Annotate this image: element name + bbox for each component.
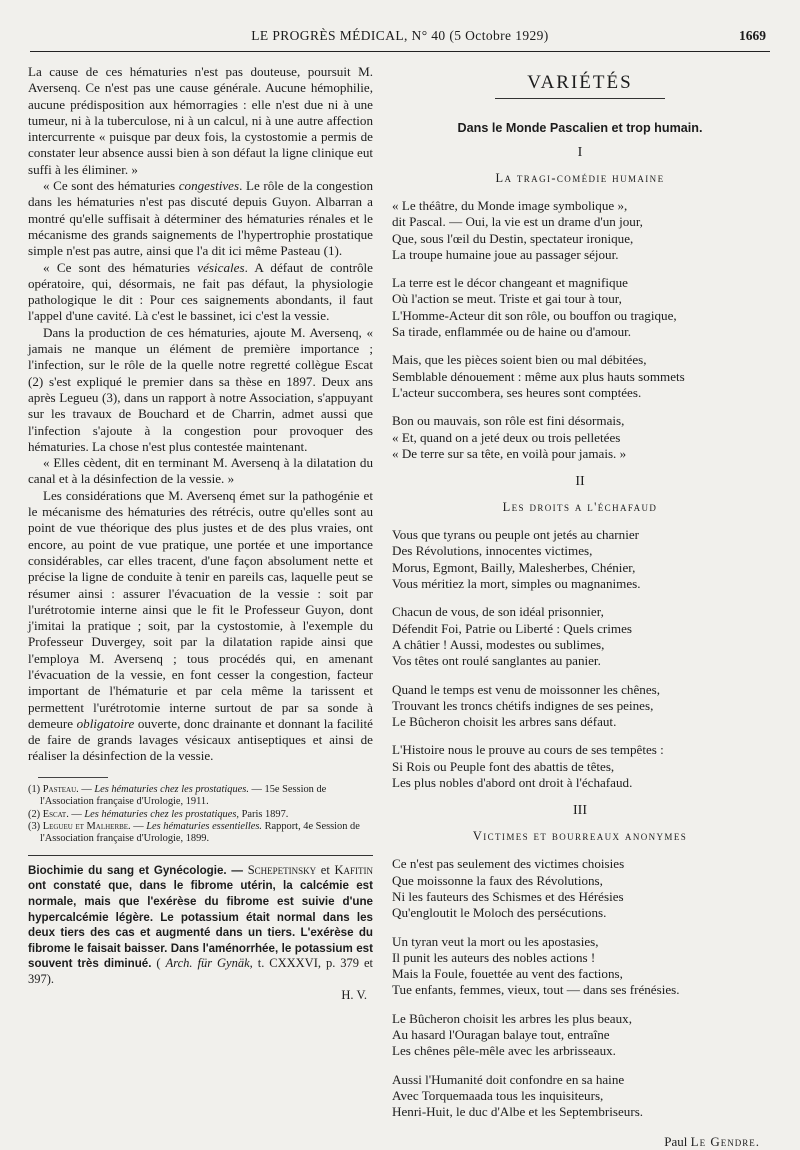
abstract-title: Biochimie du sang et Gynécologie. — xyxy=(28,863,243,877)
biochimie-abstract: Biochimie du sang et Gynécologie. — Schepetinsky et Kafitin ont constaté que, dans le fibrome utérin, la calcémie est normale, mais que l'exérèse du fibrome est suivie d'une hypercalcémie légère. Le potassium était normal dans les deux tiers des cas et augmenté dans un tiers. L'exérèse du fibrome le faisait baisser. Dans l'aménorrhée, le potassium est souvent très diminué. ( Arch. für Gynäk, t. CXXXVI, p. 379 et 397). xyxy=(28,862,374,986)
verse-line: Défendit Foi, Patrie ou Liberté : Quels crimes xyxy=(392,620,632,636)
paragraph: « Ce sont des hématuries congestives. Le rôle de la congestion dans les hématuries n'est pas discuté depuis Guyon. Albarran a montré qu'elle suffisait à déterminer des hématuries rénales et le mécanisme des grands saignements de l'hypertrophie prostatique simple n'est pas autre, ainsi que l'a dit ici même Pasteau (1). xyxy=(28,178,373,259)
verse-line: Ni les fauteurs des Schismes et des Hérésies xyxy=(392,888,624,904)
stanza xyxy=(392,198,768,263)
footnote: (2) Escat. — Les hématuries chez les prostatiques, Paris 1897. xyxy=(28,808,289,820)
verse-line: Aussi l'Humanité doit confondre en sa haine xyxy=(392,1071,625,1087)
stanza xyxy=(392,1072,768,1121)
verse-line: Au hasard l'Ouragan balaye tout, entraîne xyxy=(392,1026,610,1042)
verse-line: dit Pascal. — Oui, la vie est un drame d'un jour, xyxy=(392,214,643,230)
verse-line: Chacun de vous, de son idéal prisonnier, xyxy=(392,604,604,620)
journal-title: LE PROGRÈS MÉDICAL, N° 40 (5 Octobre 1929) xyxy=(251,28,549,43)
verse-line: Que moissonne la faux des Révolutions, xyxy=(392,872,603,888)
verse-line: Que, sous l'œil du Destin, spectateur ironique, xyxy=(392,230,634,246)
stanza xyxy=(392,934,768,999)
right-column xyxy=(392,64,768,1150)
verse-line: « Le théâtre, du Monde image symbolique », xyxy=(392,198,628,213)
verse-line: Où l'action se meut. Triste et gai tour à tour, xyxy=(392,291,622,307)
verse-line: Sa tirade, enflammée ou de haine ou d'amour. xyxy=(392,324,632,340)
verse-line: Vous que tyrans ou peuple ont jetés au charnier xyxy=(392,527,640,543)
stanza xyxy=(392,604,768,669)
verse-line: A châtier ! Aussi, modestes ou sublimes, xyxy=(392,636,605,652)
verse-line: L'acteur succombera, ses heures sont comptées. xyxy=(392,384,642,400)
verse-line: L'Histoire nous le prouve au cours de ses tempêtes : xyxy=(392,742,664,758)
section-numeral: I xyxy=(577,145,583,160)
verse-line: La troupe humaine joue au passager séjour. xyxy=(392,246,619,262)
emphasis: obligatoire xyxy=(76,715,135,731)
page-number: 1669 xyxy=(739,28,766,43)
verse-line: Mais, que les pièces soient bien ou mal débitées, xyxy=(392,352,647,368)
verse-line: « Et, quand on a jeté deux ou trois pelletées xyxy=(392,429,621,445)
paragraph: Les considérations que M. Aversenq émet sur la pathogénie et le mécanisme des hématuries des rétrécis, outre qu'elles sont au point de vue théorique des plus justes et de des plus vraies, ont encore, au point de vue pratique, une portée et une importance considérables, car elles tracent, d'une façon absolument nette et précise la ligne de conduite à tenir en pareils cas, laquelle peut se résumer ainsi : assurer l'évacuation de la vessie : soit par l'urétrotomie interne ainsi que le fit le Professeur Guyon, dont j'imitai la pratique ; soit, par la cystostomie, à l'exemple du Professeur Duvergey, soit par la dilatation rapide ainsi que l'employa M. Aversenq ; tous procédés qui, en amenant l'évacuation de la vessie, en font cesser la congestion, facteur important de l'hématurie et par cela même la tarissent et permettent l'urétrotomie interne surtout de par sa sonde à demeure obligatoire ouverte, donc drainante et donnant la facilité de faire de grands lavages vésicaux antiseptiques et ainsi de réaliser la désinfection de la vessie. xyxy=(28,487,373,764)
abstract-initials: H. V. xyxy=(341,987,367,1002)
poem-title: La tragi-comédie humaine xyxy=(495,171,665,185)
poem-title: Victimes et bourreaux anonymes xyxy=(472,829,688,844)
section-divider xyxy=(28,855,373,856)
verse-line: Les chênes pêle-mêle avec les arbrisseaux. xyxy=(392,1043,616,1059)
stanza xyxy=(392,682,768,731)
stanza xyxy=(392,1011,768,1060)
page-header xyxy=(30,27,770,52)
verse-line: Il punit les auteurs des nobles actions ! xyxy=(392,949,596,965)
heading-rule xyxy=(495,98,665,99)
stanza xyxy=(392,742,768,791)
section-heading: VARIÉTÉS xyxy=(527,72,633,93)
emphasis: vésicales xyxy=(197,259,245,275)
verse-line: Semblable dénouement : même aux plus hauts sommets xyxy=(392,368,685,384)
verse-line: Morus, Egmont, Bailly, Malesherbes, Chénier, xyxy=(392,559,636,575)
poem-sections xyxy=(392,145,768,1120)
verse-line: La terre est le décor changeant et magnifique xyxy=(392,275,628,291)
left-column xyxy=(28,64,373,1003)
verse-line: Vos têtes ont roulé sanglantes au panier. xyxy=(392,653,601,669)
paragraph: La cause de ces hématuries n'est pas douteuse, poursuit M. Aversenq. Ce n'est pas une cause générale. Aucune hémophilie, aucune prédisposition aux hémorragies : elle n'est due ni à une tumeur, ni à la tuberculose, ni à un calcul, ni à une autre affection intercurrente « puisque par deux fois, la cystostomie a permis de constater leur absence aussi bien à son défaut la ligne clinique eut suffi à les éliminer. » xyxy=(28,64,373,177)
paragraph: « Elles cèdent, dit en terminant M. Aversenq à la dilatation du canal et à la désinfection de la vessie. » xyxy=(28,455,373,487)
stanza xyxy=(392,352,768,401)
author-signature: Paul Le Gendre. xyxy=(664,1134,760,1150)
emphasis: congestives xyxy=(178,178,240,194)
paragraph: Dans la production de ces hématuries, ajoute M. Aversenq, « jamais ne manque un élément de première importance ; l'infection, sur le rôle de la quelle notre regretté collègue Escat (2) s'est expliqué le premier dans sa thèse en 1897. Deux ans après Legueu (3), dans un rapport à notre Association, s'appuyant sur les travaux de Bouchard et de Charrin, admet aussi que l'infection s'ajoute à la congestion pour provoquer des hématuries. La chose n'est plus contestée maintenant. xyxy=(28,324,373,454)
verse-line: Henri-Huit, le duc d'Albe et les Septembriseurs. xyxy=(392,1104,644,1120)
verse-line: Mais la Foule, fouettée au vent des factions, xyxy=(392,966,623,982)
verse-line: Si Rois ou Peuple font des abattis de têtes, xyxy=(392,758,615,774)
footnote: (1) Pasteau. — Les hématuries chez les prostatiques. — 15e Session de l'Association française d'Urologie, 1911. xyxy=(28,783,327,808)
paragraph: « Ce sont des hématuries vésicales. A défaut de contrôle opératoire, qui, désormais, ne fait pas défaut, la physiologie pathologique le dit : Pour ces saignements abondants, il faut l'appel d'une cavité. Là c'est le bassinet, ici c'est la vessie. xyxy=(28,259,373,324)
verse-line: Des Révolutions, innocentes victimes, xyxy=(392,543,593,559)
footnote: (3) Legueu et Malherbe. — Les hématuries essentielles. Rapport, 4e Session de l'Association française d'Urologie, 1899. xyxy=(28,820,360,845)
verse-line: Ce n'est pas seulement des victimes choisies xyxy=(392,856,625,872)
section-numeral: II xyxy=(575,474,585,490)
verse-line: L'Homme-Acteur dit son rôle, ou bouffon ou tragique, xyxy=(392,307,677,323)
footnote-separator xyxy=(38,777,108,778)
article-subtitle: Dans le Monde Pascalien et trop humain. xyxy=(457,121,703,135)
verse-line: Vous méritiez la mort, simples ou magnanimes. xyxy=(392,576,641,592)
stanza xyxy=(392,413,768,462)
verse-line: « De terre sur sa tête, en voilà pour jamais. » xyxy=(392,445,627,461)
stanza xyxy=(392,856,768,921)
verse-line: Trouvant les troncs chétifs indignes de ses peines, xyxy=(392,697,654,713)
stanza xyxy=(392,527,768,592)
stanza xyxy=(392,275,768,340)
verse-line: Qu'engloutit le Moloch des persécutions. xyxy=(392,905,607,921)
verse-line: Le Bûcheron choisit les arbres les plus beaux, xyxy=(392,1010,632,1026)
poem-title: Les droits a l'échafaud xyxy=(502,500,658,515)
verse-line: Bon ou mauvais, son rôle est fini désormais, xyxy=(392,413,625,429)
verse-line: Le Bûcheron choisit les arbres sans défaut. xyxy=(392,714,617,730)
verse-line: Un tyran veut la mort ou les apostasies, xyxy=(392,933,599,949)
verse-line: Les plus nobles d'abord ont droit à l'échafaud. xyxy=(392,775,633,791)
section-numeral: III xyxy=(573,803,587,819)
verse-line: Avec Torquemaada tous les inquisiteurs, xyxy=(392,1087,604,1103)
verse-line: Quand le temps est venu de moissonner les chênes, xyxy=(392,681,660,697)
verse-line: Tue enfants, femmes, vieux, tout — dans ses frénésies. xyxy=(392,982,680,998)
